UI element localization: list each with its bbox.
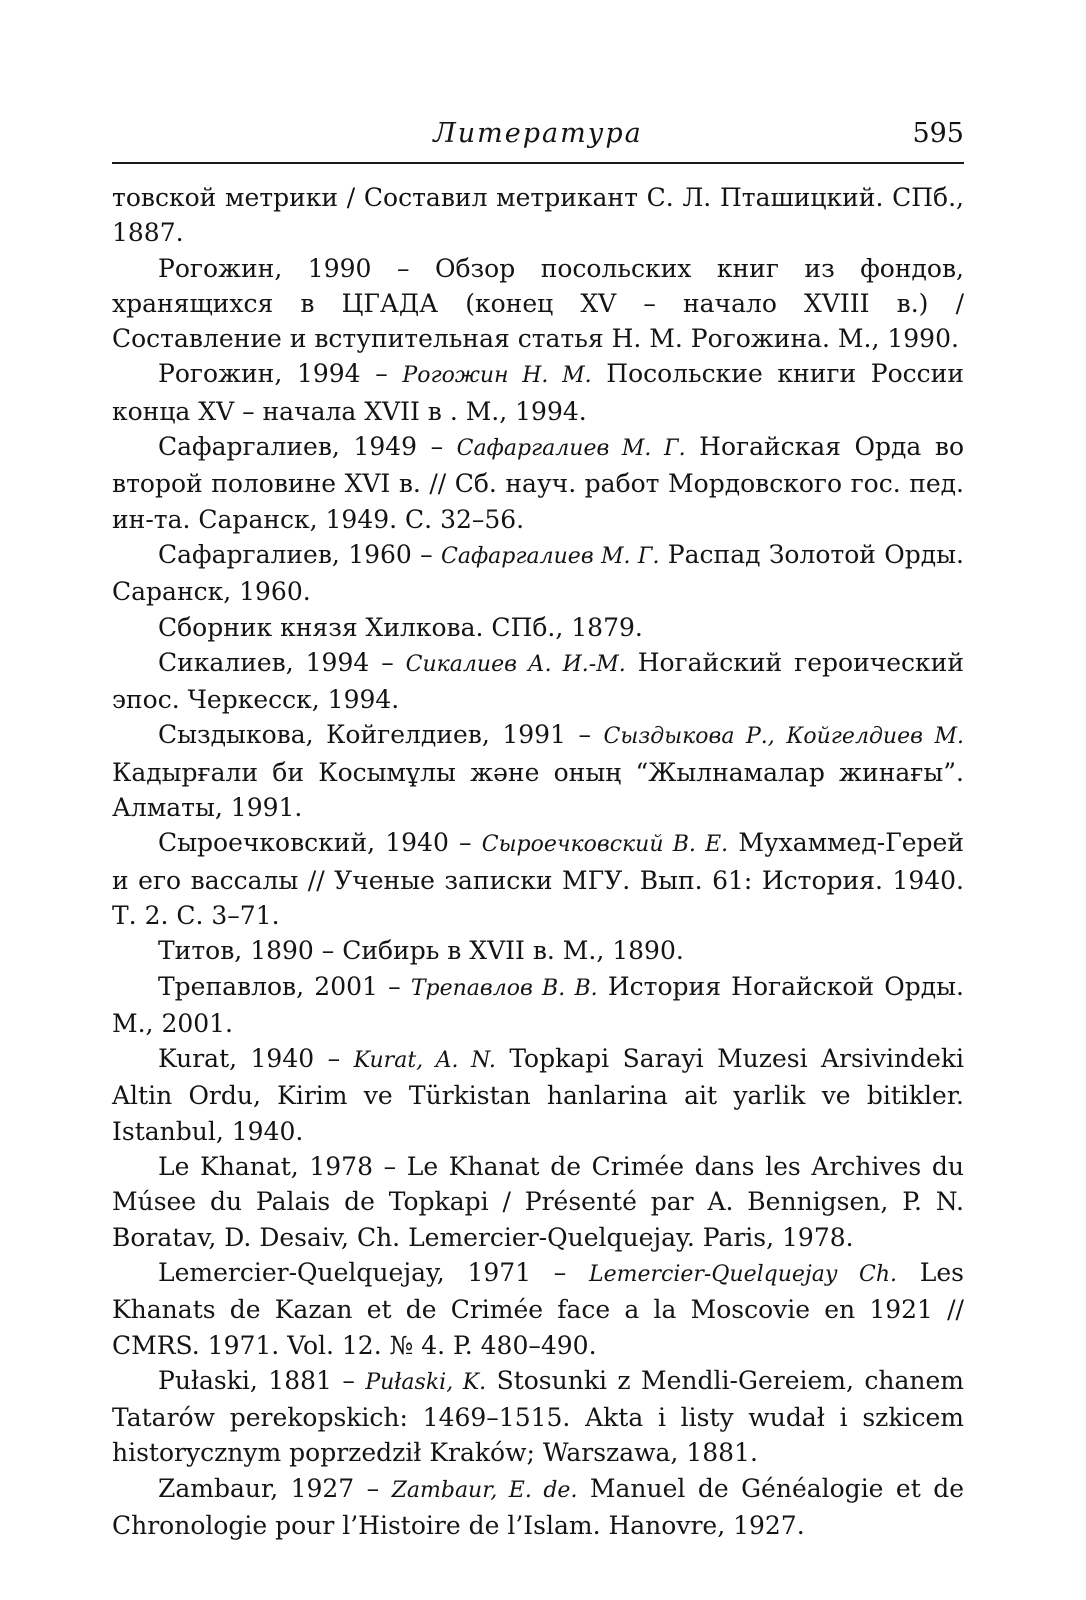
running-title: Литература	[433, 118, 643, 149]
author-name: Сикалиев А. И.-М.	[405, 651, 626, 677]
bibliography-entry: Рогожин, 1990 – Обзор посольских книг из фондов, хранящихся в ЦГАДА (конец XV – начало XVIII в.) / Составление и вступительная статья Н. М. Рогожина. М., 1990.	[112, 253, 964, 354]
author-name: Сыздыкова Р., Койгелдиев М.	[603, 724, 964, 750]
page-header	[112, 118, 964, 164]
author-name: Сыроечковский В. Е.	[481, 832, 729, 858]
bibliography-list	[112, 180, 964, 1543]
bibliography-entry: Kurat, 1940 – Kurat, A. N. Topkapi Sarayi Muzesi Arsivindeki Altin Ordu, Kirim ve Türkistan hanlarina ait yarlik ve bitikler. Istanbul, 1940.	[112, 1044, 965, 1146]
author-name: Сафаргалиев М. Г.	[456, 436, 686, 462]
author-name: Сафаргалиев М. Г.	[441, 543, 660, 569]
bibliography-entry: Сборник князя Хилкова. СПб., 1879.	[158, 612, 643, 642]
bibliography-entry: товской метрики / Составил метрикант С. Л. Пташицкий. СПб., 1887.	[112, 183, 964, 248]
bibliography-entry: Трепавлов, 2001 – Трепавлов В. В. История Ногайской Орды. М., 2001.	[112, 971, 964, 1038]
page-number: 595	[912, 118, 964, 149]
bibliography-entry: Zambaur, 1927 – Zambaur, E. de. Manuel de Généalogie et de Chronologie pour l’Histoire de l’Islam. Hanovre, 1927.	[112, 1473, 965, 1540]
bibliography-entry: Рогожин, 1994 – Рогожин Н. М. Посольские книги России конца XV – начала XVII в . М., 1994.	[112, 359, 964, 426]
bibliography-entry: Сафаргалиев, 1949 – Сафаргалиев М. Г. Ногайская Орда во второй половине XVI в. // Сб. науч. работ Мордовского гос. пед. ин-та. Саранск, 1949. С. 32–56.	[112, 432, 964, 534]
bibliography-entry: Le Khanat, 1978 – Le Khanat de Crimée dans les Archives du Músee du Palais de Topkapi / Présenté par A. Bennigsen, P. N. Boratav, D. Desaiv, Ch. Lemercier-Quelquejay. Paris, 1978.	[112, 1152, 964, 1252]
author-name: Рогожин Н. М.	[402, 363, 592, 389]
author-name: Трепавлов В. В.	[410, 975, 598, 1001]
bibliography-entry: Сыздыкова, Койгелдиев, 1991 – Сыздыкова Р., Койгелдиев М. Кадырғали би Косымұлы және оның “Жылнамалар жинағы”. Алматы, 1991.	[112, 720, 964, 823]
author-name: Lemercier-Quelquejay Ch.	[589, 1261, 898, 1287]
bibliography-entry: Сыроечковский, 1940 – Сыроечковский В. Е. Мухаммед-Герей и его вассалы // Ученые записки МГУ. Вып. 61: История. 1940. Т. 2. С. 3–71.	[112, 828, 964, 930]
bibliography-entry: Lemercier-Quelquejay, 1971 – Lemercier-Quelquejay Ch. Les Khanats de Kazan et de Crimée face a la Moscovie en 1921 // CMRS. 1971. Vol. 12. № 4. P. 480–490.	[112, 1257, 964, 1360]
bibliography-entry: Сафаргалиев, 1960 – Сафаргалиев М. Г. Распад Золотой Орды. Саранск, 1960.	[112, 539, 965, 607]
bibliography-entry: Титов, 1890 – Сибирь в XVII в. М., 1890.	[158, 936, 684, 966]
author-name: Zambaur, E. de.	[391, 1477, 578, 1503]
bibliography-entry: Pułaski, 1881 – Pułaski, K. Stosunki z Mendli-Gereiem, chanem Tatarów perekopskich: 1469–1515. Akta i listy wudał i szkicem historycznym poprzedził Kraków; Warszawa, 1881.	[112, 1365, 964, 1468]
bibliography-entry: Сикалиев, 1994 – Сикалиев А. И.-М. Ногайский героический эпос. Черкесск, 1994.	[112, 647, 965, 715]
author-name: Kurat, A. N.	[353, 1048, 496, 1074]
author-name: Pułaski, K.	[365, 1369, 487, 1395]
